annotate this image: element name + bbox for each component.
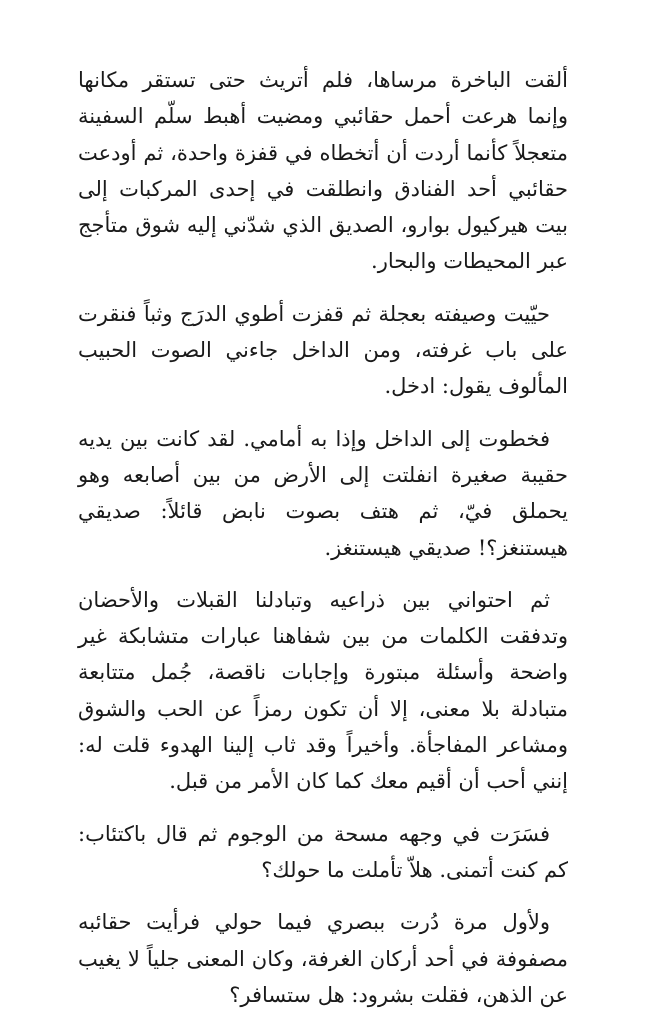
paragraph-2: حيّيت وصيفته بعجلة ثم قفزت أطوي الدرَج وثباً فنقرت على باب غرفته، ومن الداخل جاءني الصوت الحبيب المألوف يقول: ادخل.	[78, 301, 568, 399]
paragraph-6: ولأول مرة دُرت ببصري فيما حولي فرأيت حقائبه مصفوفة في أحد أركان الغرفة، وكان المعنى جلياً لا يغيب عن الذهن، فقلت بشرود: هل ستسافر؟	[78, 910, 568, 1007]
paragraph-4: ثم احتواني بين ذراعيه وتبادلنا القبلات والأحضان وتدفقت الكلمات من بين شفاهنا عبارات متشابكة غير واضحة وأسئلة مبتورة وإجابات ناقصة، جُمل متتابعة متبادلة بلا معنى، إلا أن تكون رمزاً عن الحب والشوق ومشاعر المفاجأة. وأخيراً وقد ثاب إلينا الهدوء قلت له: إنني أحب أن أقيم معك كما كان الأمر من قبل.	[78, 587, 568, 794]
book-page	[78, 62, 568, 1029]
paragraph-3: فخطوت إلى الداخل وإذا به أمامي. لقد كانت بين يديه حقيبة صغيرة انفلتت إلى الأرض من بين أصابعه وهو يحملق فيّ، ثم هتف بصوت نابض قائلاً: صديقي هيستنغز؟! صديقي هيستنغز.	[78, 426, 568, 560]
paragraph-5: فسَرَت في وجهه مسحة من الوجوم ثم قال باكتئاب: كم كنت أتمنى. هلاّ تأملت ما حولك؟	[78, 821, 568, 882]
paragraph-1: ألقت الباخرة مرساها، فلم أتريث حتى تستقر مكانها وإنما هرعت أحمل حقائبي ومضيت أهبط سلّم السفينة متعجلاً كأنما أردت أن أتخطاه في قفزة واحدة، ثم أودعت حقائبي أحد الفنادق وانطلقت في إحدى المركبات إلى بيت هيركيول بوارو، الصديق الذي شدّني إليه شوق متأجج عبر المحيطات والبحار.	[78, 68, 568, 274]
